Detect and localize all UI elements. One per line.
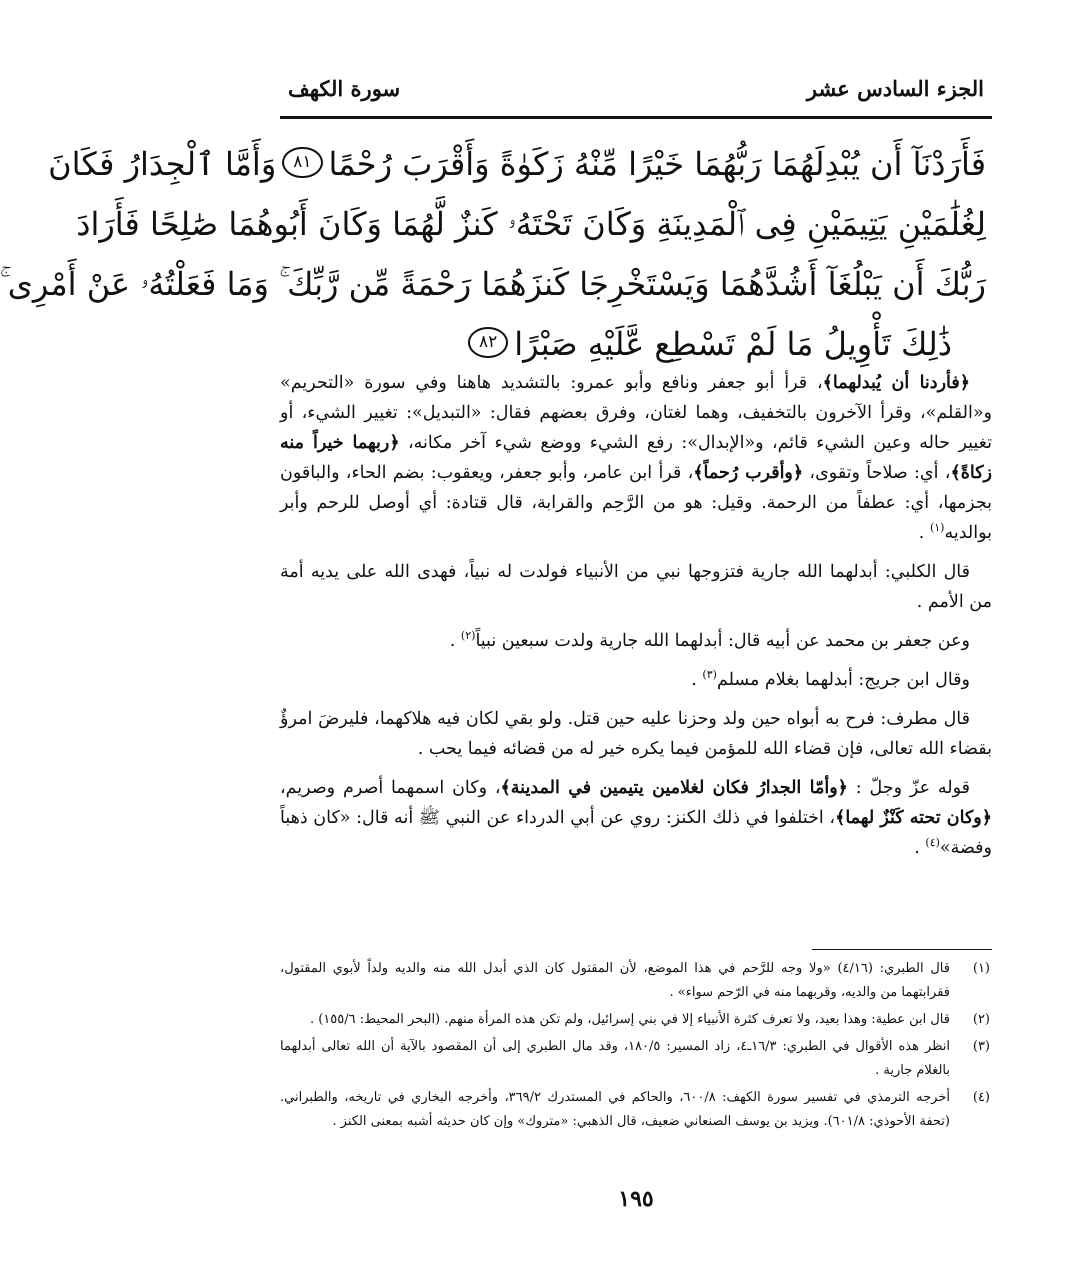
paragraph-text: وقال ابن جريج: أبدلهما بغلام مسلم: [716, 670, 970, 690]
verse-text: رَبُّكَ أَن يَبْلُغَآ أَشُدَّهُمَا وَيَسْتَخْرِجَا كَنزَهُمَا رَحْمَةً مِّن رَّبِّكَ ۚ وَمَا فَعَلْتُهُۥ عَنْ أَمْرِى ۚ: [0, 265, 986, 303]
footnote-item: [280, 1008, 992, 1032]
quoted-verse: ﴿وكان تحته كَنْزٌ لهما﴾: [835, 808, 992, 828]
commentary-paragraph: قال مطرف: فرح به أبواه حين ولد وحزنا عليه حين قتل. ولو بقي لكان فيه هلاكهما، فليرضَ امرؤٌ بقضاء الله تعالى، فإن قضاء الله للمؤمن فيما يكره خير له من قضائه فيما يحب .: [280, 709, 992, 759]
running-header: [280, 76, 992, 110]
commentary: [280, 368, 992, 872]
quoted-verse: ﴿وأقرب رُحماً﴾: [693, 463, 804, 483]
paragraph-text: ، اختلفوا في ذلك الكنز: روي عن أبي الدرداء عن النبي ﷺ أنه قال: «كان ذهباً وفضة»: [280, 808, 992, 858]
footnote-item: [280, 957, 992, 1005]
footnote-reference[interactable]: (٤): [925, 836, 940, 850]
footnote-separator: [812, 949, 992, 950]
footnote-text: انظر هذه الأقوال في الطبري: ١٦/٣ـ٤، زاد المسير: ١٨٠/٥، وقد مال الطبري إلى أن المقصود بالآية أن الله تعالى أبدلهما بالغلام جارية .: [280, 1039, 951, 1078]
verse-text: لِغُلَٰمَيْنِ يَتِيمَيْنِ فِى ٱلْمَدِينَةِ وَكَانَ تَحْتَهُۥ كَنزٌ لَّهُمَا وَكَانَ أَبُوهُمَا صَٰلِحًا فَأَرَادَ: [76, 205, 986, 243]
quoted-verse: ﴿فأردنا أن يُبدلهما﴾: [822, 373, 970, 393]
quoted-verse: ﴿ربهما خيراً منه زكاةً﴾: [280, 433, 992, 483]
verse-text: ذَٰلِكَ تَأْوِيلُ مَا لَمْ تَسْطِع عَّلَيْهِ صَبْرًا: [514, 325, 952, 363]
footnote-reference[interactable]: (١): [929, 521, 945, 535]
footnote-text: قال ابن عطية: وهذا بعيد، ولا تعرف كثرة الأنبياء إلا في بني إسرائيل، ولم تكن هذه المرأة منهم. (البحر المحيط: ١٥٥/٦) .: [309, 1012, 950, 1027]
juz-title: الجزء السادس عشر: [806, 76, 984, 101]
paragraph-end: .: [918, 523, 930, 543]
paragraph-end: .: [691, 670, 703, 690]
paragraph-text: وعن جعفر بن محمد عن أبيه قال: أبدلهما الله جارية ولدت سبعين نبياً: [475, 631, 970, 651]
header-rule: [280, 116, 992, 119]
footnote-number: (١): [972, 961, 990, 976]
paragraph-text: ، أي: صلاحاً وتقوى،: [803, 463, 951, 483]
footnote-number: (٢): [972, 1012, 990, 1027]
footnote-text: أخرجه الترمذي في تفسير سورة الكهف: ٦٠٠/٨، والحاكم في المستدرك ٣٦٩/٢، وأخرجه البخاري في تاريخه، والطبراني. (تحفة الأحوذي: ٦٠١/٨). ويزيد بن يوسف الصنعاني ضعيف، قال الذهبي: «متروك» وإن كان حديثه أشبه بمعنى الكنز .: [280, 1090, 951, 1129]
footnote-text: قال الطبري: (٤/١٦) «ولا وجه للرَّحم في هذا الموضع، لأن المقتول كان الذي أبدل الله منه والديه ولداً لأبوي المقتول، فقرابتهما من والديه، وقربهما منه في الرّحم سواء» .: [280, 961, 950, 1000]
quran-verses: [0, 134, 992, 374]
paragraph-text: قوله عزّ وجلّ :: [847, 778, 970, 798]
paragraph-end: .: [914, 838, 926, 858]
verse-line-3: [0, 254, 992, 314]
verse-line-4: [280, 314, 992, 374]
commentary-paragraph: [280, 773, 992, 863]
verse-text: وَأَمَّا ٱلْجِدَارُ فَكَانَ: [48, 145, 277, 183]
ayah-number-marker: ٨١: [282, 147, 322, 178]
surah-title: سورة الكهف: [288, 76, 401, 101]
footnote-number: (٤): [972, 1090, 990, 1105]
page-number: ١٩٥: [618, 1186, 654, 1212]
paragraph-end: .: [449, 631, 461, 651]
paragraph-text: ، وكان اسمهما أصرم وصريم،: [280, 778, 501, 798]
commentary-paragraph: [280, 368, 992, 548]
commentary-paragraph: قال الكلبي: أبدلهما الله جارية فتزوجها نبي من الأنبياء فولدت له نبياً، فهدى الله على يديه أمة من الأمم .: [280, 562, 992, 612]
ayah-number-marker: ٨٢: [468, 327, 508, 358]
commentary-paragraph: [280, 626, 992, 656]
commentary-paragraph: [280, 665, 992, 695]
footnotes: [280, 957, 992, 1137]
verse-line-2: [76, 194, 992, 254]
paragraph-text: ، قرأ ابن عامر، وأبو جعفر، ويعقوب: بضم الحاء، والباقون بجزمها، أي: عطفاً من الرحمة. وقيل: هو من الرَّحِم والقرابة، قال قتادة: أي أوصل للرحم وأبر بوالديه: [280, 463, 992, 543]
footnote-reference[interactable]: (٢): [460, 629, 476, 643]
verse-text: فَأَرَدْنَآ أَن يُبْدِلَهُمَا رَبُّهُمَا خَيْرًا مِّنْهُ زَكَوٰةً وَأَقْرَبَ رُحْمًا: [328, 145, 986, 183]
footnote-number: (٣): [972, 1039, 990, 1054]
verse-line-1: [48, 134, 992, 194]
quoted-verse: ﴿وأمّا الجدارُ فكان لغلامين يتيمين في المدينة﴾: [500, 778, 848, 798]
paragraph-text: ، قرأ أبو جعفر ونافع وأبو عمرو: بالتشديد هاهنا وفي سورة «التحريم» و«القلم»، وقرأ الآخرون بالتخفيف، وهما لغتان، وفرق بعضهم فقال: «التبديل»: تغيير الشيء، أو تغيير حاله وعين الشيء قائم، و«الإبدال»: رفع الشيء ووضع شيء آخر مكانه،: [280, 373, 992, 453]
footnote-item: [280, 1086, 992, 1134]
footnote-item: [280, 1035, 992, 1083]
footnote-reference[interactable]: (٣): [702, 668, 717, 682]
